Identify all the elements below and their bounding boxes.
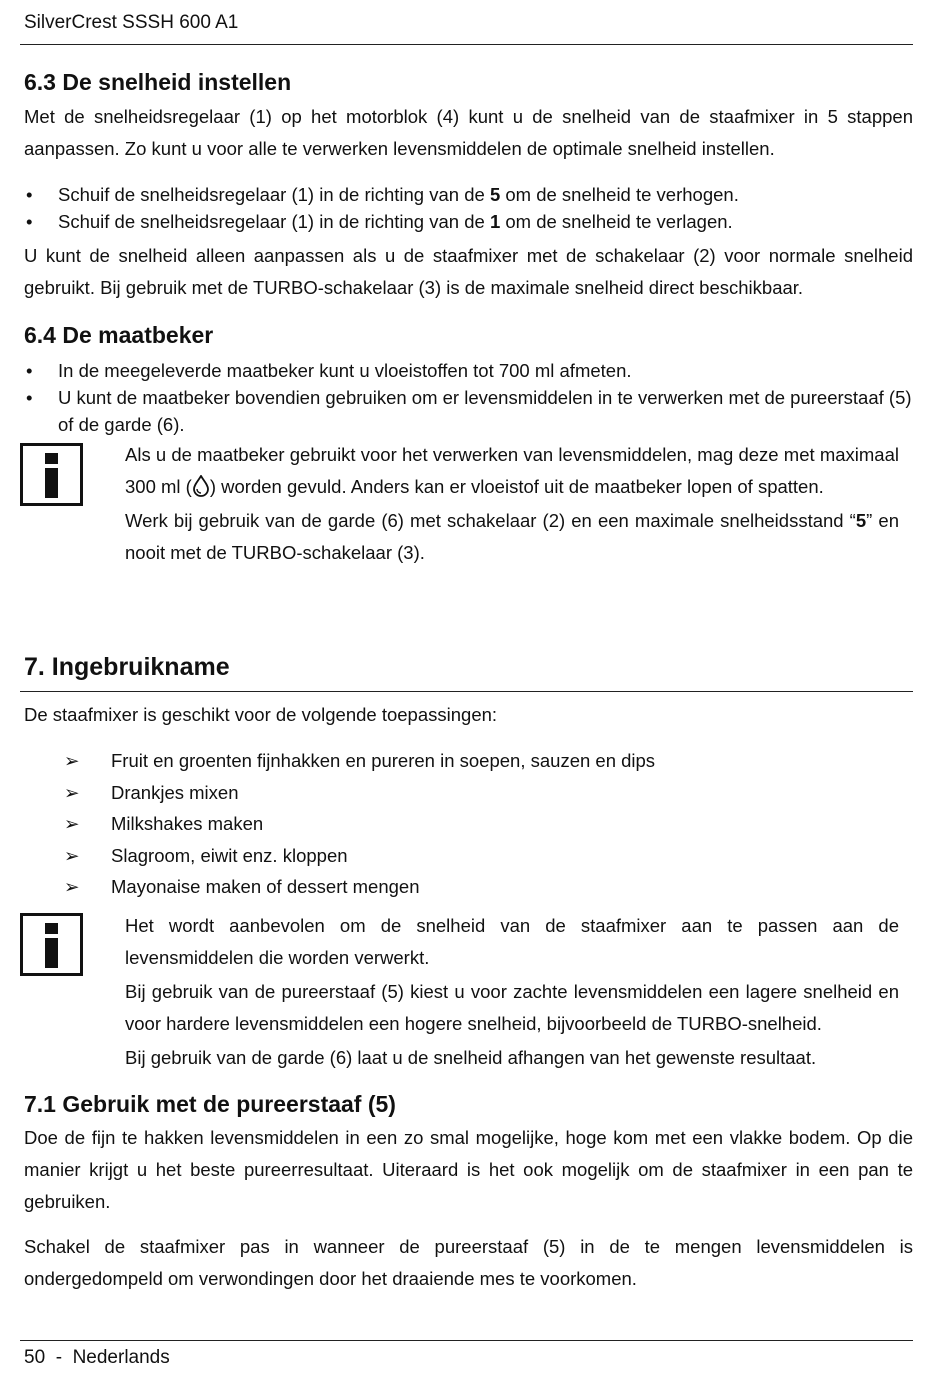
applications-list: [64, 745, 655, 903]
paragraph-pureerstaaf-2: Schakel de staafmixer pas in wanneer de pureerstaaf (5) in de te mengen levensmiddelen is ondergedompeld om verwondingen door het draaiende mes te voorkomen.: [24, 1236, 913, 1289]
section-heading-7-1: 7.1 Gebruik met de pureerstaaf (5): [24, 1091, 396, 1117]
info-icon: [20, 443, 83, 506]
list-item: • U kunt de maatbeker bovendien gebruiken om er levensmiddelen in te verwerken met de pureerstaaf (5) of de garde (6).: [24, 384, 913, 438]
paragraph-speed-outro: U kunt de snelheid alleen aanpassen als u de staafmixer met de schakelaar (2) voor normale snelheid gebruikt. Bij gebruik met de TURBO-schakelaar (3) is de maximale snelheid direct beschikbaar.: [24, 245, 913, 298]
page-footer: 50 - Nederlands: [24, 1347, 170, 1368]
info-note-speed-advice: [125, 910, 899, 1074]
bullet-icon: •: [26, 360, 33, 381]
paragraph-uses-intro: De staafmixer is geschikt voor de volgende toepassingen:: [24, 704, 498, 725]
arrow-bullet-icon: ➢: [64, 781, 80, 803]
bullet-icon: •: [26, 184, 33, 205]
list-item: ➢ Fruit en groenten fijnhakken en pureren in soepen, sauzen en dips: [64, 745, 655, 777]
bullet-icon: •: [26, 387, 33, 408]
arrow-bullet-icon: ➢: [64, 813, 80, 834]
paragraph-speed-intro: Met de snelheidsregelaar (1) op het motorblok (4) kunt u de snelheid van de staafmixer in 5 stappen aanpassen. Zo kunt u voor alle te verwerken levensmiddelen de optimale snelheid instellen.: [24, 106, 913, 159]
section-heading-6-3: 6.3 De snelheid instellen: [24, 69, 292, 95]
liquid-drop-icon: [192, 475, 210, 497]
note-paragraph: Bij gebruik van de garde (6) laat u de snelheid afhangen van het gewenste resultaat.: [125, 1047, 817, 1068]
section-heading-6-4: 6.4 De maatbeker: [24, 322, 214, 348]
arrow-bullet-icon: ➢: [64, 844, 80, 866]
running-header: SilverCrest SSSH 600 A1: [24, 12, 239, 33]
bullet-icon: •: [26, 211, 33, 232]
list-item: • Schuif de snelheidsregelaar (1) in de richting van de 1 om de snelheid te verlagen.: [24, 208, 913, 235]
note-paragraph: Bij gebruik van de pureerstaaf (5) kiest u voor zachte levensmiddelen een lagere snelheid en voor hardere levensmiddelen een hogere snelheid, bijvoorbeeld de TURBO-snelheid.: [125, 981, 899, 1034]
note-paragraph: Als u de maatbeker gebruikt voor het verwerken van levensmiddelen, mag deze met maximaal 300 ml ( ) worden gevuld. Anders kan er vloeistof uit de maatbeker lopen of spatten.: [125, 444, 899, 497]
note-paragraph: Het wordt aanbevolen om de snelheid van de staafmixer aan te passen aan de levensmiddelen die worden verwerkt.: [125, 915, 899, 968]
info-note-measuring-cup: [125, 439, 899, 568]
speed-bullet-list: [24, 181, 913, 235]
footer-rule: [20, 1340, 913, 1341]
chapter-heading-7: 7. Ingebruikname: [24, 653, 230, 681]
document-page: [24, 0, 913, 1374]
list-item: ➢ Milkshakes maken: [64, 808, 655, 840]
list-item: ➢ Slagroom, eiwit enz. kloppen: [64, 840, 655, 872]
chapter-rule: [20, 691, 913, 692]
paragraph-pureerstaaf-1: Doe de fijn te hakken levensmiddelen in een zo smal mogelijke, hoge kom met een vlakke bodem. Op die manier krijgt u het beste pureerresultaat. Uiteraard is het ook mogelijk om de staafmixer in een pan te gebruiken.: [24, 1127, 913, 1212]
measuring-cup-bullet-list: [24, 357, 913, 438]
header-rule: [20, 44, 913, 45]
note-paragraph: Werk bij gebruik van de garde (6) met schakelaar (2) en een maximale snelheidsstand “5” en nooit met de TURBO-schakelaar (3).: [125, 510, 899, 563]
list-item: ➢ Drankjes mixen: [64, 777, 655, 809]
arrow-bullet-icon: ➢: [64, 750, 80, 771]
arrow-bullet-icon: ➢: [64, 876, 80, 897]
list-item: • Schuif de snelheidsregelaar (1) in de richting van de 5 om de snelheid te verhogen.: [24, 181, 913, 208]
info-icon: [20, 913, 83, 976]
list-item: • In de meegeleverde maatbeker kunt u vloeistoffen tot 700 ml afmeten.: [24, 357, 913, 384]
list-item: ➢ Mayonaise maken of dessert mengen: [64, 871, 655, 903]
